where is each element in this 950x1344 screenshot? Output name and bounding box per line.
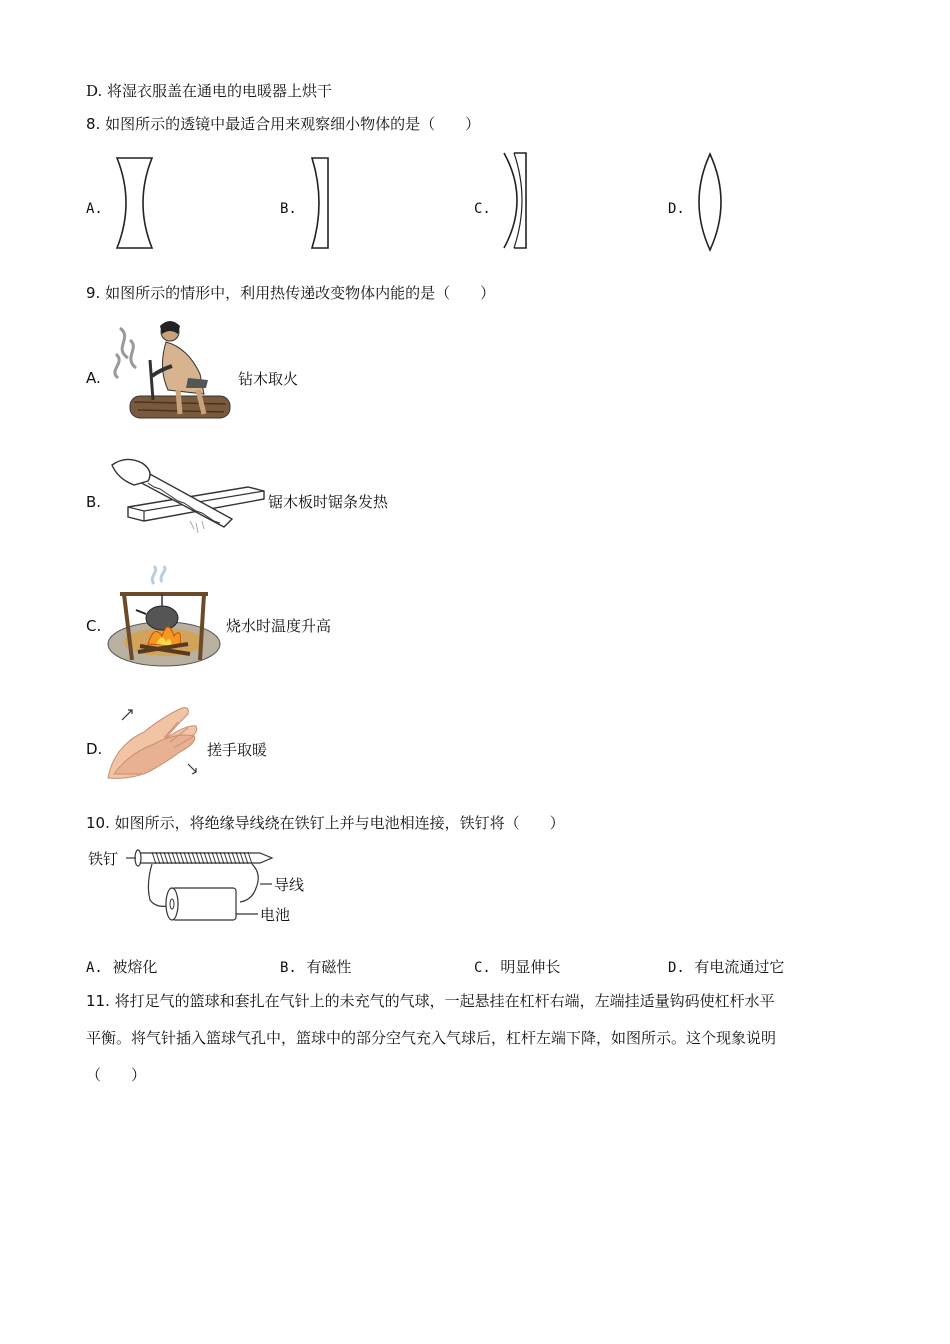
wire-label: 导线: [274, 876, 305, 894]
drilling-wood-fire-illustration: [108, 318, 236, 428]
nail-label: 铁钉: [88, 850, 119, 868]
q10-option-d: [668, 957, 784, 978]
q9-option-c-label: C.: [86, 617, 102, 635]
q8-text: 如图所示的透镜中最适合用来观察细小物体的是（ ）: [105, 115, 481, 133]
q9-number: 9.: [86, 284, 101, 302]
q9-text: 如图所示的情形中，利用热传递改变物体内能的是（ ）: [105, 284, 496, 302]
boiling-water-campfire-illustration: [104, 566, 224, 670]
q10-stem: [86, 813, 565, 833]
q9-option-b-caption: 锯木板时锯条发热: [268, 493, 389, 511]
q9-option-c-caption: 烧水时温度升高: [226, 617, 332, 635]
q10-option-c: [474, 957, 560, 978]
q9-option-b-label: B.: [86, 493, 102, 511]
q9-option-a-label: A.: [86, 369, 101, 387]
q10-option-d-text: 有电流通过它: [694, 958, 785, 976]
q9-stem: [86, 283, 495, 303]
q11-text-line2: 平衡。将气针插入篮球气孔中，篮球中的部分空气充入气球后，杠杆左端下降，如图所示。这个现象说明: [86, 1029, 777, 1047]
q11-text-line1: 将打足气的篮球和套扎在气针上的未充气的气球，一起悬挂在杠杆右端，左端挂适量钩码使杠杆水平: [114, 992, 775, 1010]
q9-option-d-label: D.: [86, 740, 103, 758]
q10-option-a-text: 被熔化: [112, 958, 158, 976]
rubbing-hands-illustration: [104, 698, 208, 782]
q8-option-a-label: A.: [86, 201, 103, 217]
q8-option-b-label: B.: [280, 201, 297, 217]
q10-option-c-label: C.: [474, 960, 491, 976]
q9-option-a-caption: 钻木取火: [238, 370, 299, 388]
q10-option-d-label: D.: [668, 960, 685, 976]
q11-stem-line1: [86, 991, 775, 1011]
q11-number: 11.: [86, 992, 110, 1010]
q10-option-b: [280, 957, 351, 978]
convex-lens-d-icon: [692, 152, 728, 252]
q10-option-c-text: 明显伸长: [500, 958, 561, 976]
plano-concave-lens-b-icon: [308, 155, 336, 251]
q8-option-d-label: D.: [668, 201, 685, 217]
q8-number: 8.: [86, 115, 101, 133]
battery-label: 电池: [260, 906, 291, 924]
q11-text-line3: （ ）: [86, 1066, 147, 1084]
q8-option-c-label: C.: [474, 201, 491, 217]
q10-option-a: [86, 957, 157, 978]
q10-option-b-text: 有磁性: [306, 958, 352, 976]
sawing-wood-illustration: [108, 455, 266, 535]
q9-option-d-caption: 搓手取暖: [207, 741, 268, 759]
q10-option-a-label: A.: [86, 960, 103, 976]
q8-stem: [86, 114, 480, 134]
q10-option-b-label: B.: [280, 960, 297, 976]
q10-number: 10.: [86, 814, 110, 832]
concave-lens-a-icon: [112, 155, 158, 251]
meniscus-lens-c-icon: [500, 150, 536, 252]
q7-option-d: D. 将湿衣服盖在通电的电暖器上烘干: [86, 82, 333, 100]
q10-text: 如图所示，将绝缘导线绕在铁钉上并与电池相连接，铁钉将（ ）: [114, 814, 565, 832]
